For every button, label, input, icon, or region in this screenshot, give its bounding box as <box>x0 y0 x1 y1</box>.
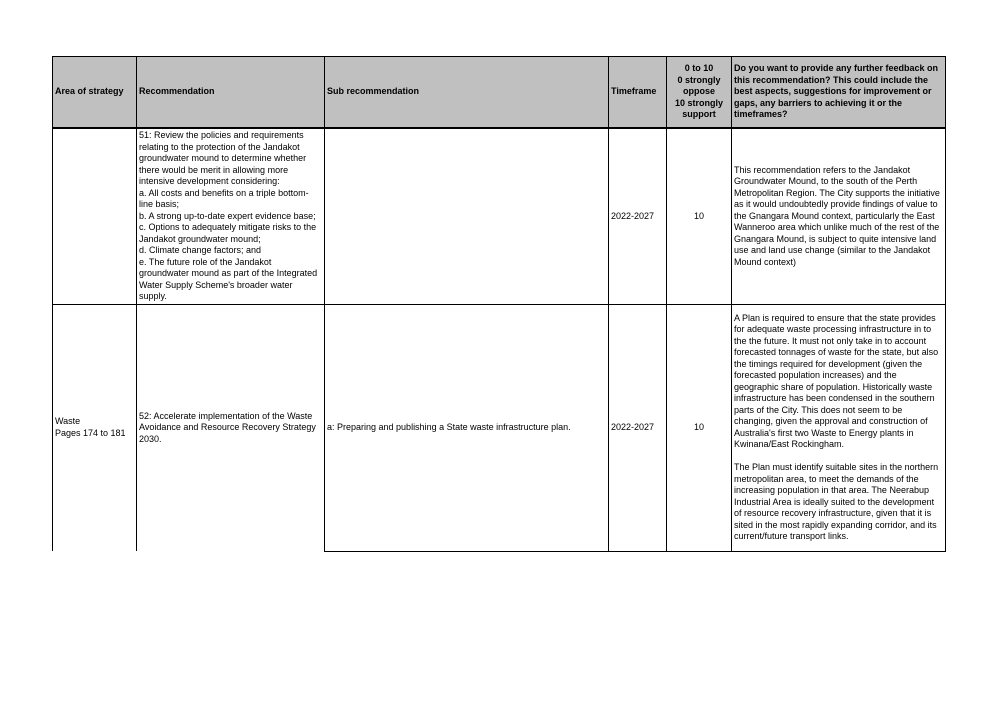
cell-timeframe: 2022-2027 <box>609 304 667 551</box>
cell-recommendation: 52: Accelerate implementation of the Waste Avoidance and Resource Recovery Strategy 2030. <box>137 304 325 551</box>
header-area: Area of strategy <box>53 57 137 129</box>
header-sub-recommendation: Sub recommendation <box>325 57 609 129</box>
header-recommendation: Recommendation <box>137 57 325 129</box>
cell-score: 10 <box>667 304 732 551</box>
header-timeframe: Timeframe <box>609 57 667 129</box>
cell-recommendation: 51: Review the policies and requirements relating to the protection of the Jandakot groundwater mound to determine whether there would be merit in allowing more intensive development considering: a. All costs and benefits on a triple bottom-line basis; b. A strong up-to-date expert evidence base; c. Options to adequately mitigate risks to the Jandakot groundwater mound; d. Climate change factors; and e. The future role of the Jandakot groundwater mound as part of the Integrated Water Supply Scheme's broader water supply. <box>137 128 325 304</box>
header-row <box>53 57 946 129</box>
cell-sub-recommendation <box>325 128 609 304</box>
header-score: 0 to 10 0 strongly oppose 10 strongly support <box>667 57 732 129</box>
table-row <box>53 128 946 304</box>
cell-timeframe: 2022-2027 <box>609 128 667 304</box>
table-row <box>53 304 946 551</box>
cell-feedback: A Plan is required to ensure that the state provides for adequate waste processing infrastructure in to the the future. It must not only take in to account forecasted tonnages of waste for the state, but also the timings required for development (given the forecasted population increases) and the geographic share of population. Historically waste infrastructure has been condensed in the southern parts of the City. This does not seem to be changing, given the approval and construction of Australia's first two Waste to Energy plants in Kwinana/East Rockingham. The Plan must identify suitable sites in the northern metropolitan area, to meet the demands of the increasing population in that area. The Neerabup Industrial Area is ideally suited to the development of resource recovery infrastructure, given that it is sited in the most rapidly expanding corridor, and its current/future transport links. <box>732 304 946 551</box>
cell-sub-recommendation: a: Preparing and publishing a State waste infrastructure plan. <box>325 304 609 551</box>
cell-area <box>53 128 137 304</box>
cell-feedback: This recommendation refers to the Jandakot Groundwater Mound, to the south of the Perth Metropolitan Region. The City supports the initiative as it would undoubtedly provide findings of value to the Gnangara Mound context, particularly the East Wanneroo area which unlike much of the rest of the Gnangara Mound, is subject to quite intensive land use and land use change (similar to the Jandakot Mound context) <box>732 128 946 304</box>
cell-area: Waste Pages 174 to 181 <box>53 304 137 551</box>
feedback-table <box>52 56 946 552</box>
header-feedback: Do you want to provide any further feedback on this recommendation? This could include the best aspects, suggestions for improvement or gaps, any barriers to achieving it or the timeframes? <box>732 57 946 129</box>
cell-score: 10 <box>667 128 732 304</box>
